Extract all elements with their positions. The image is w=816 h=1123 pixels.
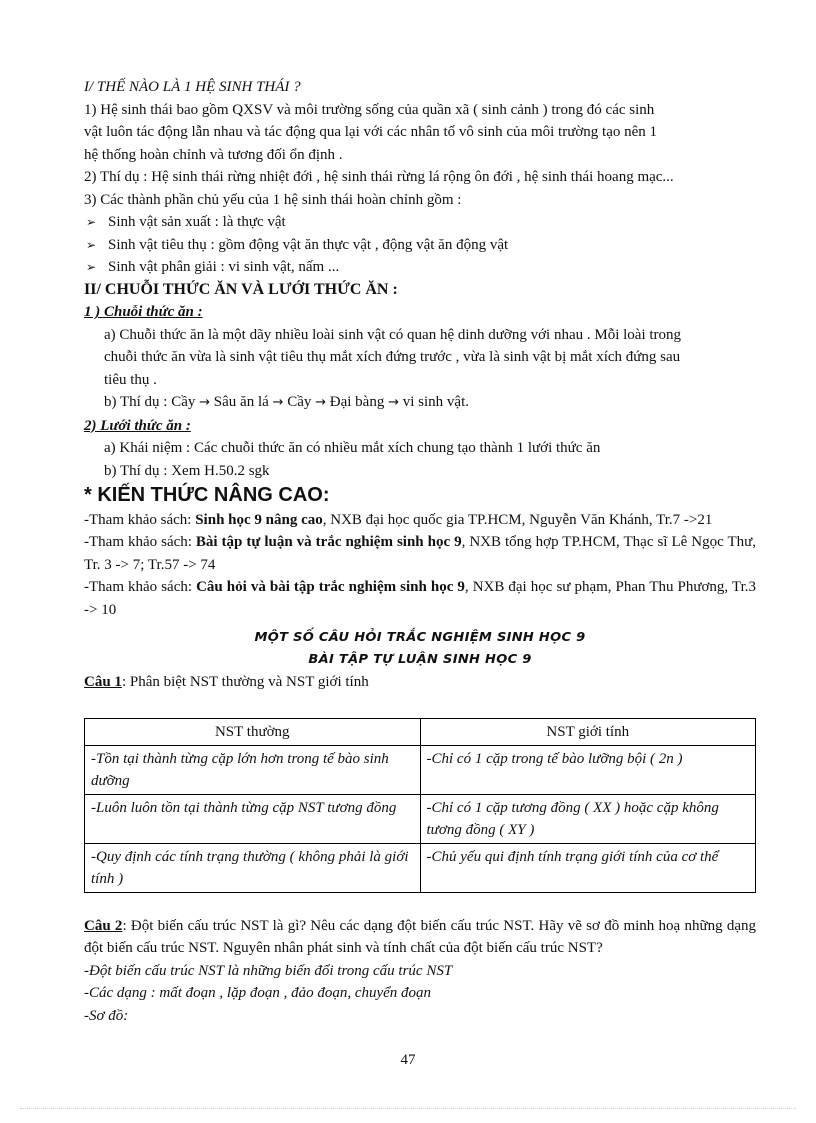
table-header-row — [85, 718, 756, 745]
table-cell: -Tồn tại thành từng cặp lớn hơn trong tế bào sinh dưỡng — [85, 745, 421, 794]
table-cell: -Chỉ có 1 cặp tương đồng ( XX ) hoặc cặp không tương đồng ( XY ) — [420, 794, 756, 843]
section1-p1-line3: hệ thống hoàn chỉnh và tương đối ổn định . — [84, 146, 343, 163]
food-chain-def-line2: chuỗi thức ăn vừa là sinh vật tiêu thụ mắt xích đứng trước , vừa là sinh vật bị mắt xích đứng sau — [104, 349, 681, 365]
page-divider — [20, 1108, 796, 1109]
table-cell: -Chỉ có 1 cặp trong tế bào lưỡng bội ( 2n ) — [420, 745, 756, 794]
right-arrow-icon: → — [388, 395, 399, 410]
question-label: Câu 2 — [84, 917, 123, 934]
section2-title: II/ CHUỖI THỨC ĂN VÀ LƯỚI THỨC ĂN : — [84, 280, 398, 298]
advanced-title: * KIẾN THỨC NÂNG CAO: — [84, 484, 330, 506]
answer-line: -Đột biến cấu trúc NST là những biến đổi trong cấu trúc NST — [84, 962, 453, 979]
table-cell: -Chủ yếu qui định tính trạng giới tính của cơ thể — [420, 843, 756, 892]
section1-p2: 2) Thí dụ : Hệ sinh thái rừng nhiệt đới , hệ sinh thái rừng lá rộng ôn đới , hệ sinh thái hoang mạc... — [84, 169, 674, 185]
page-number: 47 — [400, 1052, 416, 1068]
book-title: Sinh học 9 nâng cao — [195, 511, 323, 528]
arrow-bullet-icon: ➢ — [86, 237, 97, 252]
table-row — [85, 843, 756, 892]
book-title: Câu hỏi và bài tập trắc nghiệm sinh học 9 — [196, 579, 465, 595]
food-web-example: b) Thí dụ : Xem H.50.2 sgk — [104, 462, 270, 479]
right-arrow-icon: → — [272, 395, 284, 410]
food-chain-def-line1: a) Chuỗi thức ăn là một dãy nhiều loài sinh vật có quan hệ dinh dưỡng với nhau . Mỗi loài trong — [104, 326, 682, 343]
food-chain-def-line3: tiêu thụ . — [104, 371, 157, 388]
question-label: Câu 1 — [84, 674, 122, 690]
right-arrow-icon: → — [199, 395, 211, 410]
food-chain-example: b) Thí dụ : Cầy → Sâu ăn lá → Cầy → Đại bàng → vi sinh vật. — [104, 394, 469, 410]
reference-item: -Tham khảo sách: Bài tập tự luận và trắc nghiệm sinh học 9, NXB tổng hợp TP.HCM, Thạc sĩ Lê Ngọc Thư, Tr. 3 -> 7; Tr.57 -> 74 — [84, 534, 756, 573]
section1-p3: 3) Các thành phần chủ yếu của 1 hệ sinh thái hoàn chỉnh gồm : — [84, 191, 462, 208]
section1-p1-line1: 1) Hệ sinh thái bao gồm QXSV và môi trường sống của quần xã ( sinh cảnh ) trong đó các sinh — [84, 101, 655, 118]
question-1: Câu 1: Phân biệt NST thường và NST giới tính — [84, 674, 369, 690]
exercise-title: BÀI TẬP TỰ LUẬN SINH HỌC 9 — [308, 652, 532, 667]
arrow-bullet-icon: ➢ — [86, 215, 97, 229]
table-cell: -Luôn luôn tồn tại thành từng cặp NST tương đồng — [85, 794, 421, 843]
food-web-concept: a) Khái niệm : Các chuỗi thức ăn có nhiều mắt xích chung tạo thành 1 lưới thức ăn — [104, 440, 601, 456]
arrow-bullet-icon: ➢ — [86, 260, 97, 274]
subsection-food-chain: 1 ) Chuỗi thức ăn : — [84, 304, 203, 320]
table-row — [85, 745, 756, 794]
bullet-item: ➢ Sinh vật phân giải : vi sinh vật, nấm ... — [84, 256, 756, 279]
table-header-cell: NST giới tính — [420, 718, 756, 745]
quiz-title: MỘT SỐ CÂU HỎI TRẮC NGHIỆM SINH HỌC 9 — [254, 630, 586, 645]
section1-title: I/ THẾ NÀO LÀ 1 HỆ SINH THÁI ? — [84, 79, 301, 95]
comparison-table — [84, 718, 756, 893]
table-row — [85, 794, 756, 843]
table-header-cell: NST thường — [85, 718, 421, 745]
right-arrow-icon: → — [315, 395, 327, 410]
question-2: Câu 2: Đột biến cấu trúc NST là gì? Nêu các dạng đột biến cấu trúc NST. Hãy vẽ sơ đồ minh hoạ những dạng đột biến cấu trúc NST. Nguyên nhân phát sinh và tính chất của đột biến cấu trúc NST? — [84, 917, 756, 956]
answer-line: -Sơ đồ: — [84, 1007, 129, 1024]
reference-item: -Tham khảo sách: Sinh học 9 nâng cao, NXB đại học quốc gia TP.HCM, Nguyễn Văn Khánh, Tr.7 ->21 — [84, 511, 713, 528]
bullet-item: ➢ Sinh vật sản xuất : là thực vật — [84, 211, 756, 234]
table-cell: -Quy định các tính trạng thường ( không phải là giới tính ) — [85, 843, 421, 892]
document-page — [84, 76, 756, 1027]
book-title: Bài tập tự luận và trắc nghiệm sinh học 9 — [195, 534, 462, 550]
reference-item: -Tham khảo sách: Câu hỏi và bài tập trắc nghiệm sinh học 9, NXB đại học sư phạm, Phan Thu Phương, Tr.3 -> 10 — [84, 579, 756, 618]
section1-p1-line2: vật luôn tác động lẫn nhau và tác động qua lại với các nhân tố vô sinh của môi trường tạo nên 1 — [84, 124, 658, 140]
subsection-food-web: 2) Lưới thức ăn : — [84, 417, 191, 434]
bullet-item: ➢ Sinh vật tiêu thụ : gồm động vật ăn thực vật , động vật ăn động vật — [84, 234, 756, 257]
answer-line: -Các dạng : mất đoạn , lặp đoạn , đảo đoạn, chuyển đoạn — [84, 985, 432, 1001]
